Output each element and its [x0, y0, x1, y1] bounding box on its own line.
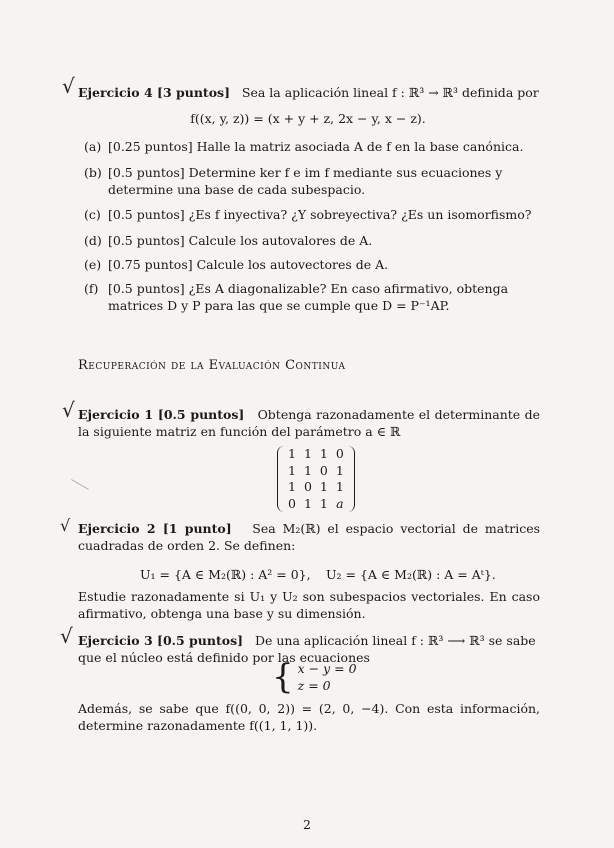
ej2-u1: U₁ = {A ∈ M₂(ℝ) : A² = 0}, — [140, 567, 311, 582]
ej4-header — [78, 84, 548, 101]
system-equations — [298, 660, 357, 694]
ej4-item-e: (e) [0.75 puntos] Calcule los autovectores de A. — [84, 257, 389, 272]
matrix-right-paren — [348, 446, 355, 512]
ej2-text: Sea M₂(ℝ) el espacio vectorial de matrices cuadradas de orden 2. Se definen: — [78, 521, 541, 553]
ej1-text: Obtenga razonadamente el determinante de la siguiente matriz en función del parámetro a ∈ ℝ — [78, 407, 540, 439]
ej4-item-b: (b) [0.5 puntos] Determine ker f e im f mediante sus ecuaciones y determine una base de cada subespacio. — [84, 165, 503, 197]
ej2-header — [78, 520, 540, 554]
matrix-left-paren — [277, 446, 284, 512]
ej1-header — [78, 406, 540, 440]
ej2-u2: U₂ = {A ∈ M₂(ℝ) : A = Aᵗ}. — [326, 567, 496, 582]
ej3-after: Además, se sabe que f((0, 0, 2)) = (2, 0, −4). Con esta información, determine razonadamente f((1, 1, 1)). — [78, 701, 540, 733]
ej4-title: Ejercicio 4 [3 puntos] — [78, 85, 230, 100]
checkmark-icon: √ — [60, 624, 73, 648]
ej4-intro: Sea la aplicación lineal f : ℝ³ → ℝ³ definida por — [241, 85, 539, 100]
ej2-title: Ejercicio 2 [1 punto] — [78, 521, 232, 536]
ej3-eq2: z = 0 — [297, 678, 331, 693]
ej3-system — [272, 657, 357, 697]
checkmark-icon: √ — [60, 516, 71, 535]
system-brace: { — [272, 657, 294, 697]
matrix-table: 1 1 1 0 1 1 0 1 1 0 1 1 0 1 1 a — [288, 446, 344, 511]
page-number: 2 — [303, 817, 311, 832]
ej4-item-c: (c) [0.5 puntos] ¿Es f inyectiva? ¿Y sobreyectiva? ¿Es un isomorfismo? — [84, 207, 532, 222]
ej3-eq1: x − y = 0 — [297, 661, 357, 676]
ej1-matrix — [277, 446, 355, 512]
scan-mark — [71, 479, 89, 490]
ej3-text: De una aplicación lineal f : ℝ³ ⟶ ℝ³ se sabe que el núcleo está definido por las ecuaciones — [78, 633, 536, 665]
ej2-question: Estudie razonadamente si U₁ y U₂ son subespacios vectoriales. En caso afirmativo, obtenga una base y su dimensión. — [78, 589, 540, 621]
ej4-item-f: (f) [0.5 puntos] ¿Es A diagonalizable? En caso afirmativo, obtenga matrices D y P para las que se cumple que D = P⁻¹AP. — [84, 281, 509, 313]
ej1-title: Ejercicio 1 [0.5 puntos] — [78, 407, 245, 422]
ej4-formula: f((x, y, z)) = (x + y + z, 2x − y, x − z). — [190, 111, 426, 126]
ej4-item-a: (a) [0.25 puntos] Halle la matriz asociada A de f en la base canónica. — [84, 139, 524, 154]
checkmark-icon: √ — [62, 398, 75, 422]
checkmark-icon: √ — [62, 74, 75, 98]
section-title: Recuperación de la Evaluación Continua — [78, 358, 346, 373]
ej3-title: Ejercicio 3 [0.5 puntos] — [78, 633, 244, 648]
ej4-item-d: (d) [0.5 puntos] Calcule los autovalores de A. — [84, 233, 373, 248]
